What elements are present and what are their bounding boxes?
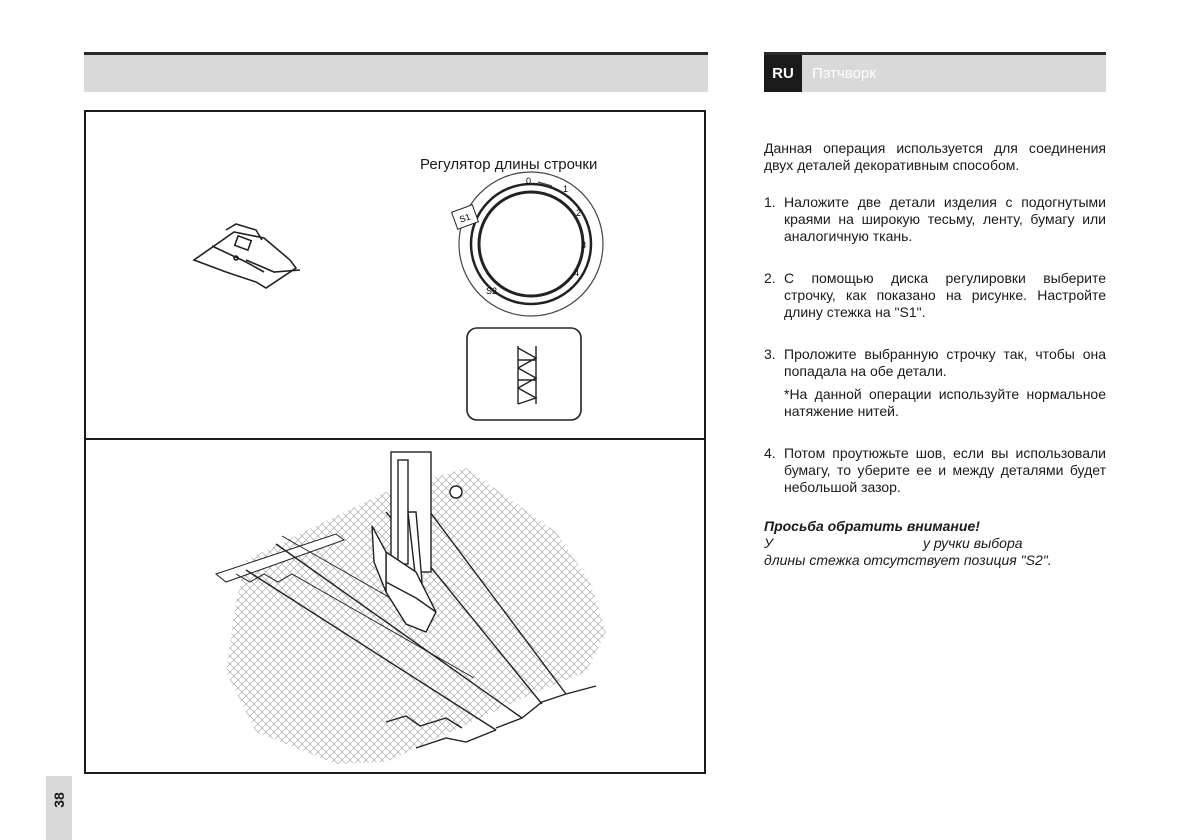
step-3-note: *На данной операции используйте нормальное натяжение нитей. <box>784 386 1106 419</box>
figure-divider <box>86 438 704 440</box>
stitch-pattern-box <box>467 328 581 420</box>
step-number: 3. <box>764 346 776 362</box>
attention-line-1-end: у ручки выбора <box>922 535 1023 551</box>
step-2 <box>764 270 1106 321</box>
attention-line-2: длины стежка отсутствует позиция "S2". <box>764 552 1052 568</box>
step-number: 4. <box>764 445 776 461</box>
step-text: Проложите выбранную строчку так, чтобы она попадала на обе детали. <box>784 346 1106 379</box>
dial-mark-3: 3 <box>581 240 587 250</box>
page-number: 38 <box>51 792 67 808</box>
right-header-band <box>764 52 1106 92</box>
step-text: Потом проутюжьте шов, если вы использовали бумагу, то уберите ее и между деталями будет небольшой зазор. <box>784 445 1106 495</box>
dial-mark-2: 2 <box>576 208 582 218</box>
illustration-drawing <box>86 112 706 774</box>
dial-mark-s1: S1 <box>457 211 472 225</box>
step-4 <box>764 445 1106 496</box>
sewing-illustration <box>216 452 606 764</box>
dial-mark-s2: S2 <box>486 286 498 296</box>
presser-foot-icon <box>194 224 300 288</box>
stitch-length-regulator-label: Регулятор длины строчки <box>420 156 598 173</box>
language-tag: RU <box>764 55 802 92</box>
intro-paragraph: Данная операция используется для соединения двух деталей декоративным способом. <box>764 140 1106 173</box>
illustration-frame <box>84 110 706 774</box>
step-text: Наложите две детали изделия с подогнутыми краями на широкую тесьму, ленту, бумагу или аналогичную ткань. <box>784 194 1106 244</box>
attention-line-1-start: У <box>764 535 773 551</box>
dial-mark-0: 0 <box>526 176 532 186</box>
step-number: 2. <box>764 270 776 286</box>
attention-title: Просьба обратить внимание! <box>764 518 980 534</box>
left-header-band <box>84 52 708 92</box>
attention-line-1 <box>764 535 1106 552</box>
dial-mark-1: 1 <box>563 184 569 194</box>
instruction-text-column <box>764 140 1106 569</box>
section-title: Пэтчворк <box>812 65 876 82</box>
step-3 <box>764 346 1106 380</box>
stitch-length-dial <box>452 172 603 316</box>
dial-mark-4: 4 <box>574 268 580 278</box>
step-number: 1. <box>764 194 776 210</box>
step-text: С помощью диска регулировки выберите строчку, как показано на рисунке. Настройте длину стежка на "S1". <box>784 270 1106 320</box>
step-1 <box>764 194 1106 245</box>
